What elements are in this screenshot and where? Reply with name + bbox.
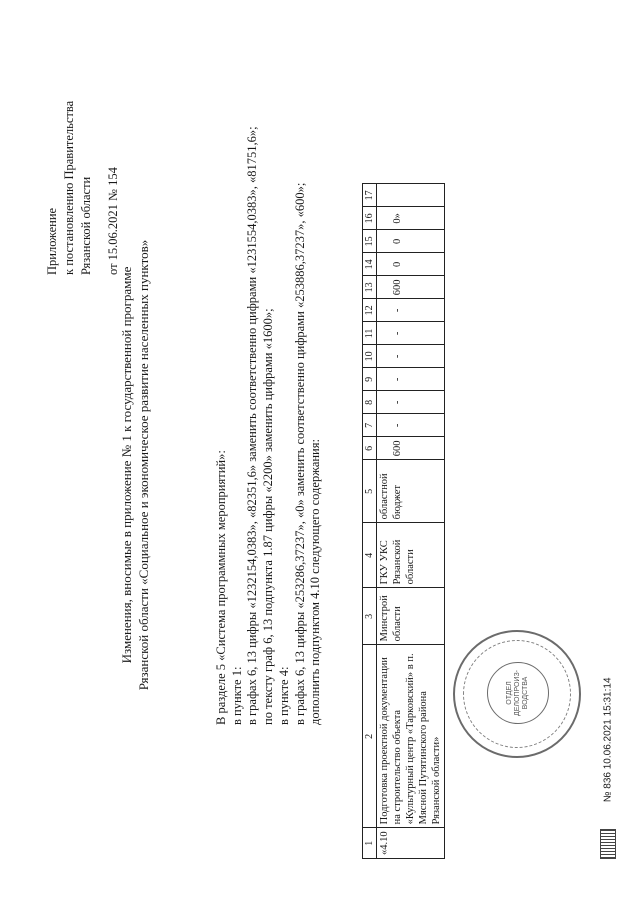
header-cell: 6 [363, 437, 377, 460]
stamp-center [487, 662, 549, 724]
stamp-center-text: ОТДЕЛ ДЕЛОПРОИЗ-ВОДСТВА [506, 669, 529, 717]
header-cell: 3 [363, 588, 377, 645]
row-value-col14: 0 [377, 253, 445, 276]
header-cell: 1 [363, 828, 377, 859]
body-text [214, 25, 324, 725]
body-paragraph-7: дополнить подпунктом 4.10 следующего содержания: [308, 439, 323, 725]
body-paragraph-3: в графах 6, 13 цифры «1232154,0383», «82351,6» заменить соответственно цифрами «1231554,0383», «81751,6»; [245, 126, 260, 725]
header-cell: 15 [363, 230, 377, 253]
header-cell: 4 [363, 523, 377, 588]
header-cell: 13 [363, 276, 377, 299]
row-value-col17 [377, 184, 445, 207]
row-value-col12: - [377, 299, 445, 322]
row-value-col6: 600 [377, 437, 445, 460]
appendix-line-4: от 15.06.2021 № 154 [106, 167, 120, 275]
header-cell: 17 [363, 184, 377, 207]
barcode-logo-icon [600, 829, 616, 859]
measures-table [362, 183, 445, 859]
document-title [118, 115, 152, 815]
header-cell: 5 [363, 460, 377, 523]
body-paragraph-6: в графах 6, 13 цифры «253286,37237», «0» заменить соответственно цифрами «253886,37237», «600»; [292, 182, 307, 725]
header-cell: 11 [363, 322, 377, 345]
body-paragraph-5: в пункте 4: [276, 666, 291, 725]
table-row [377, 184, 445, 859]
header-cell: 16 [363, 207, 377, 230]
appendix-line-1: Приложение [45, 207, 59, 275]
row-value-col13: 600 [377, 276, 445, 299]
title-line-1: Изменения, вносимые в приложение № 1 к государственной программе [119, 266, 134, 664]
row-value-col11: - [377, 322, 445, 345]
header-cell: 10 [363, 345, 377, 368]
header-cell: 9 [363, 368, 377, 391]
title-line-2: Рязанской области «Социальное и экономическое развитие населенных пунктов» [136, 239, 151, 691]
body-paragraph-1: В разделе 5 «Система программных мероприятий»: [214, 450, 228, 725]
office-stamp [453, 630, 581, 758]
appendix-block [44, 15, 122, 275]
table-header-row [363, 184, 377, 859]
header-cell: 8 [363, 391, 377, 414]
row-value-col9: - [377, 368, 445, 391]
body-paragraph-4: по тексту граф 6, 13 подпункта 1.87 цифры «2200» заменить цифрами «1600»; [261, 308, 276, 725]
row-funding-source: областной бюджет [377, 460, 445, 523]
row-number: «4.10 [377, 828, 445, 859]
header-cell: 14 [363, 253, 377, 276]
row-value-col15: 0 [377, 230, 445, 253]
registration-footer [600, 677, 616, 859]
row-value-col16: 0» [377, 207, 445, 230]
row-executor: ГКУ УКС Рязанской области [377, 523, 445, 588]
row-value-col8: - [377, 391, 445, 414]
registration-number: № 836 10.06.2021 15:31:14 [602, 677, 614, 803]
appendix-line-2: к постановлению Правительства [62, 100, 76, 275]
row-customer: Минстрой области [377, 588, 445, 645]
header-cell: 2 [363, 645, 377, 828]
row-measure-name: Подготовка проектной документации на строительство объекта «Культурный центр «Тарковский» в п. Мясной Путятинского района Рязанской области» [377, 645, 445, 828]
row-value-col10: - [377, 345, 445, 368]
appendix-line-3: Рязанской области [79, 176, 93, 275]
row-value-col7: - [377, 414, 445, 437]
header-cell: 12 [363, 299, 377, 322]
header-cell: 7 [363, 414, 377, 437]
body-paragraph-2: в пункте 1: [229, 666, 244, 725]
